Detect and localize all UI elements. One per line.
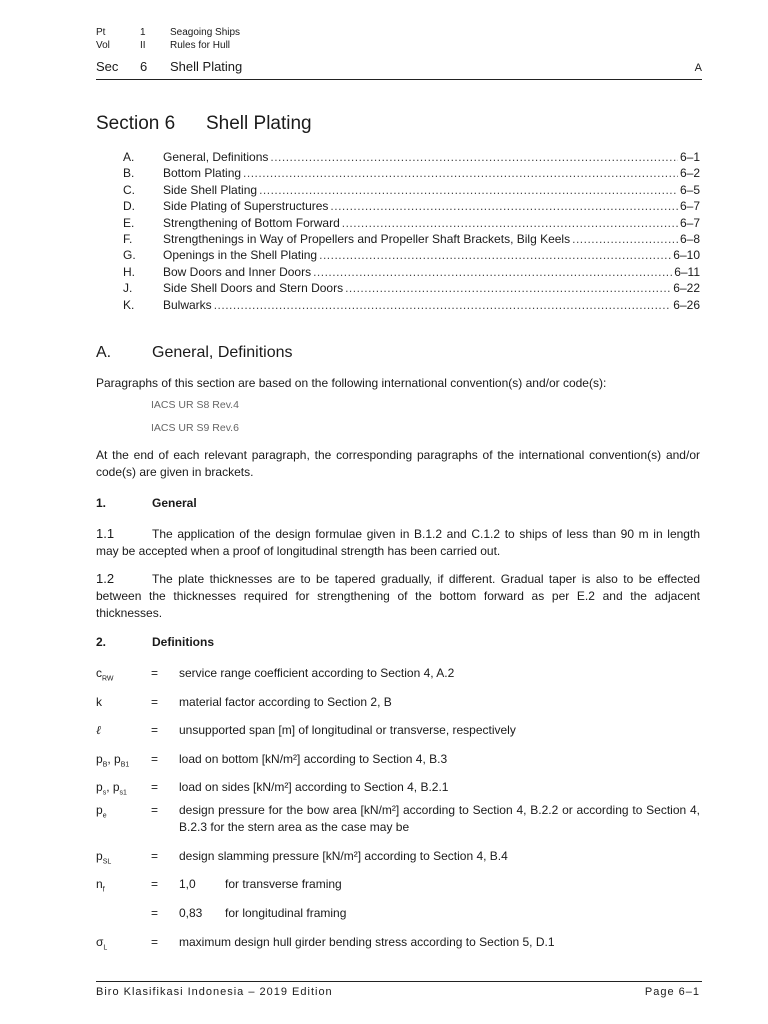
- toc-leader-dots: [330, 198, 678, 214]
- toc-title: Bottom Plating: [163, 166, 242, 181]
- section-number: Section 6: [96, 113, 176, 134]
- definition-nf: [96, 876, 700, 893]
- part-a-letter: A.: [96, 344, 112, 361]
- paragraph-number: 1.2: [96, 571, 115, 586]
- definition-text: service range coefficient according to Section 4, A.2: [179, 666, 455, 680]
- toc-leader-dots: [572, 231, 678, 247]
- header-row-part: [96, 27, 240, 39]
- definition-ps: [96, 779, 700, 796]
- toc-letter: E.: [123, 215, 135, 230]
- definitions-heading: [96, 635, 214, 649]
- toc-title: Side Shell Plating: [163, 182, 258, 197]
- toc-entry[interactable]: [123, 149, 700, 165]
- toc-title: General, Definitions: [163, 150, 269, 164]
- header-text: Seagoing Ships: [170, 27, 241, 38]
- reference-item: IACS UR S9 Rev.6: [151, 422, 239, 434]
- toc-entry[interactable]: [123, 182, 700, 198]
- heading-number: 2.: [96, 635, 107, 649]
- toc-title: Openings in the Shell Plating: [163, 248, 318, 263]
- toc-page: 6–11: [674, 264, 700, 279]
- toc-title: Strengthening of Bottom Forward: [163, 215, 340, 230]
- reference-item: IACS UR S8 Rev.4: [151, 399, 239, 411]
- equals-sign: =: [151, 695, 159, 709]
- equals-sign: =: [151, 906, 159, 920]
- definition-pb: [96, 751, 700, 768]
- header-value: 1: [140, 27, 146, 38]
- header-value: 6: [140, 59, 148, 74]
- header-text: Rules for Hull: [170, 40, 231, 51]
- header-divider: [96, 79, 702, 80]
- header-label: Pt: [96, 27, 106, 38]
- equals-sign: =: [151, 752, 159, 766]
- definition-symbol: $p_e$: [96, 803, 107, 820]
- toc-entry[interactable]: [123, 297, 700, 313]
- definition-text: 0,83 for longitudinal framing: [179, 906, 347, 920]
- header-label: Sec: [96, 59, 119, 74]
- toc-entry[interactable]: [123, 280, 700, 296]
- equals-sign: =: [151, 780, 159, 794]
- footer-page-number: Page 6–1: [644, 986, 700, 998]
- definition-symbol: ℓ: [96, 723, 101, 737]
- paragraph-1-1: [96, 525, 700, 560]
- toc-letter: D.: [123, 199, 135, 214]
- toc-page: 6–5: [679, 182, 700, 197]
- definition-symbol: $c_{RW}$: [96, 666, 114, 683]
- part-a-heading: [96, 344, 293, 362]
- definition-span: [96, 722, 700, 739]
- toc-page: 6–7: [679, 215, 700, 230]
- equals-sign: =: [151, 849, 159, 863]
- toc-title: Bulwarks: [163, 297, 212, 312]
- definition-text: load on sides [kN/m²] according to Section 4, B.2.1: [179, 780, 449, 794]
- definition-crw: [96, 665, 700, 682]
- heading-title: Definitions: [152, 635, 214, 649]
- footer-divider: [96, 981, 702, 982]
- toc-leader-dots: [259, 182, 678, 198]
- part-a-title: General, Definitions: [152, 344, 293, 361]
- intro-paragraph: Paragraphs of this section are based on the following international convention(s) and/or code(s):: [96, 376, 607, 390]
- paragraph-1-2: [96, 570, 700, 622]
- equals-sign: =: [151, 803, 159, 817]
- definition-pe: [96, 802, 700, 836]
- toc-entry[interactable]: [123, 247, 700, 263]
- toc-page: 6–26: [673, 297, 700, 312]
- toc-leader-dots: [342, 215, 678, 231]
- toc-page: 6–8: [679, 231, 700, 246]
- definition-sigma-l: [96, 934, 700, 951]
- section-title: [96, 113, 312, 135]
- paragraph-number: 1.1: [96, 526, 115, 541]
- toc-letter: G.: [123, 248, 136, 263]
- toc-title: Bow Doors and Inner Doors: [163, 264, 312, 279]
- equals-sign: =: [151, 723, 159, 737]
- toc-page: 6–2: [679, 166, 700, 181]
- heading-title: General: [152, 496, 197, 510]
- definition-symbol: $p_{SL}$: [96, 849, 112, 866]
- equals-sign: =: [151, 666, 159, 680]
- definition-text: load on bottom [kN/m²] according to Section 4, B.3: [179, 752, 448, 766]
- section-name: Shell Plating: [206, 113, 312, 134]
- definition-text: material factor according to Section 2, B: [179, 695, 392, 709]
- toc-page: 6–22: [673, 281, 700, 296]
- toc-leader-dots: [270, 149, 678, 165]
- toc-page: 6–1: [679, 150, 700, 164]
- definition-psl: [96, 848, 700, 865]
- definition-symbol: $p_B$, $p_{B1}$: [96, 752, 130, 769]
- definition-text: unsupported span [m] of longitudinal or transverse, respectively: [179, 723, 516, 737]
- heading-number: 1.: [96, 496, 107, 510]
- definition-symbol: $n_f$: [96, 877, 105, 894]
- header-row-volume: [96, 40, 230, 52]
- toc-page: 6–7: [679, 199, 700, 214]
- toc-entry[interactable]: [123, 215, 700, 231]
- definition-nf-longitudinal: [96, 905, 700, 922]
- header-row-section: [96, 59, 702, 75]
- toc-title: Side Shell Doors and Stern Doors: [163, 281, 344, 296]
- toc-entry[interactable]: [123, 231, 700, 247]
- definition-symbol: $p_s$, $p_{s1}$: [96, 780, 127, 797]
- toc-letter: F.: [123, 231, 133, 246]
- paragraph-text: The plate thicknesses are to be tapered gradually, if different. Gradual taper is also to be effected between the thicknesses required for strengthening of the bottom forward as per E.2 and the adjacent thicknesses.: [96, 572, 700, 620]
- toc-title: Side Plating of Superstructures: [163, 199, 329, 214]
- definition-text: maximum design hull girder bending stress according to Section 5, D.1: [179, 935, 555, 949]
- toc-entry[interactable]: [123, 264, 700, 280]
- toc-letter: C.: [123, 182, 135, 197]
- definition-text: 1,0 for transverse framing: [179, 877, 342, 891]
- paragraph-text: The application of the design formulae given in B.1.2 and C.1.2 to ships of less than 90 m in length may be accepted when a proof of longitudinal strength has been carried out.: [96, 527, 700, 558]
- definition-text: design slamming pressure [kN/m²] according to Section 4, B.4: [179, 849, 508, 863]
- toc-leader-dots: [243, 165, 678, 181]
- definition-symbol: k: [96, 695, 102, 709]
- general-heading: [96, 496, 197, 510]
- toc-leader-dots: [214, 297, 672, 313]
- brackets-note-paragraph: At the end of each relevant paragraph, the corresponding paragraphs of the international convention(s) and/or code(s) are given in brackets.: [96, 448, 700, 479]
- toc-entry[interactable]: [123, 165, 700, 181]
- equals-sign: =: [151, 877, 159, 891]
- footer-publisher: Biro Klasifikasi Indonesia – 2019 Edition: [96, 986, 333, 998]
- toc-leader-dots: [319, 247, 671, 263]
- header-label: Vol: [96, 40, 110, 51]
- header-text: Shell Plating: [170, 59, 243, 74]
- table-of-contents: [123, 149, 700, 313]
- header-value: II: [140, 40, 146, 51]
- header-part-letter: A: [694, 62, 702, 74]
- toc-letter: J.: [123, 281, 133, 296]
- toc-entry[interactable]: [123, 198, 700, 214]
- definition-symbol: $\sigma_L$: [96, 935, 108, 952]
- toc-letter: H.: [123, 264, 135, 279]
- toc-letter: K.: [123, 297, 135, 312]
- toc-letter: A.: [123, 150, 135, 164]
- toc-letter: B.: [123, 166, 135, 181]
- toc-leader-dots: [345, 280, 671, 296]
- definition-k: [96, 694, 700, 711]
- toc-title: Strengthenings in Way of Propellers and Propeller Shaft Brackets, Bilg Keels: [163, 231, 571, 246]
- toc-leader-dots: [313, 264, 672, 280]
- equals-sign: =: [151, 935, 159, 949]
- definition-text: design pressure for the bow area [kN/m²] according to Section 4, B.2.2 or according to Section 4, B.2.3 for the stern area as the case may be: [179, 803, 700, 834]
- toc-page: 6–10: [673, 248, 700, 263]
